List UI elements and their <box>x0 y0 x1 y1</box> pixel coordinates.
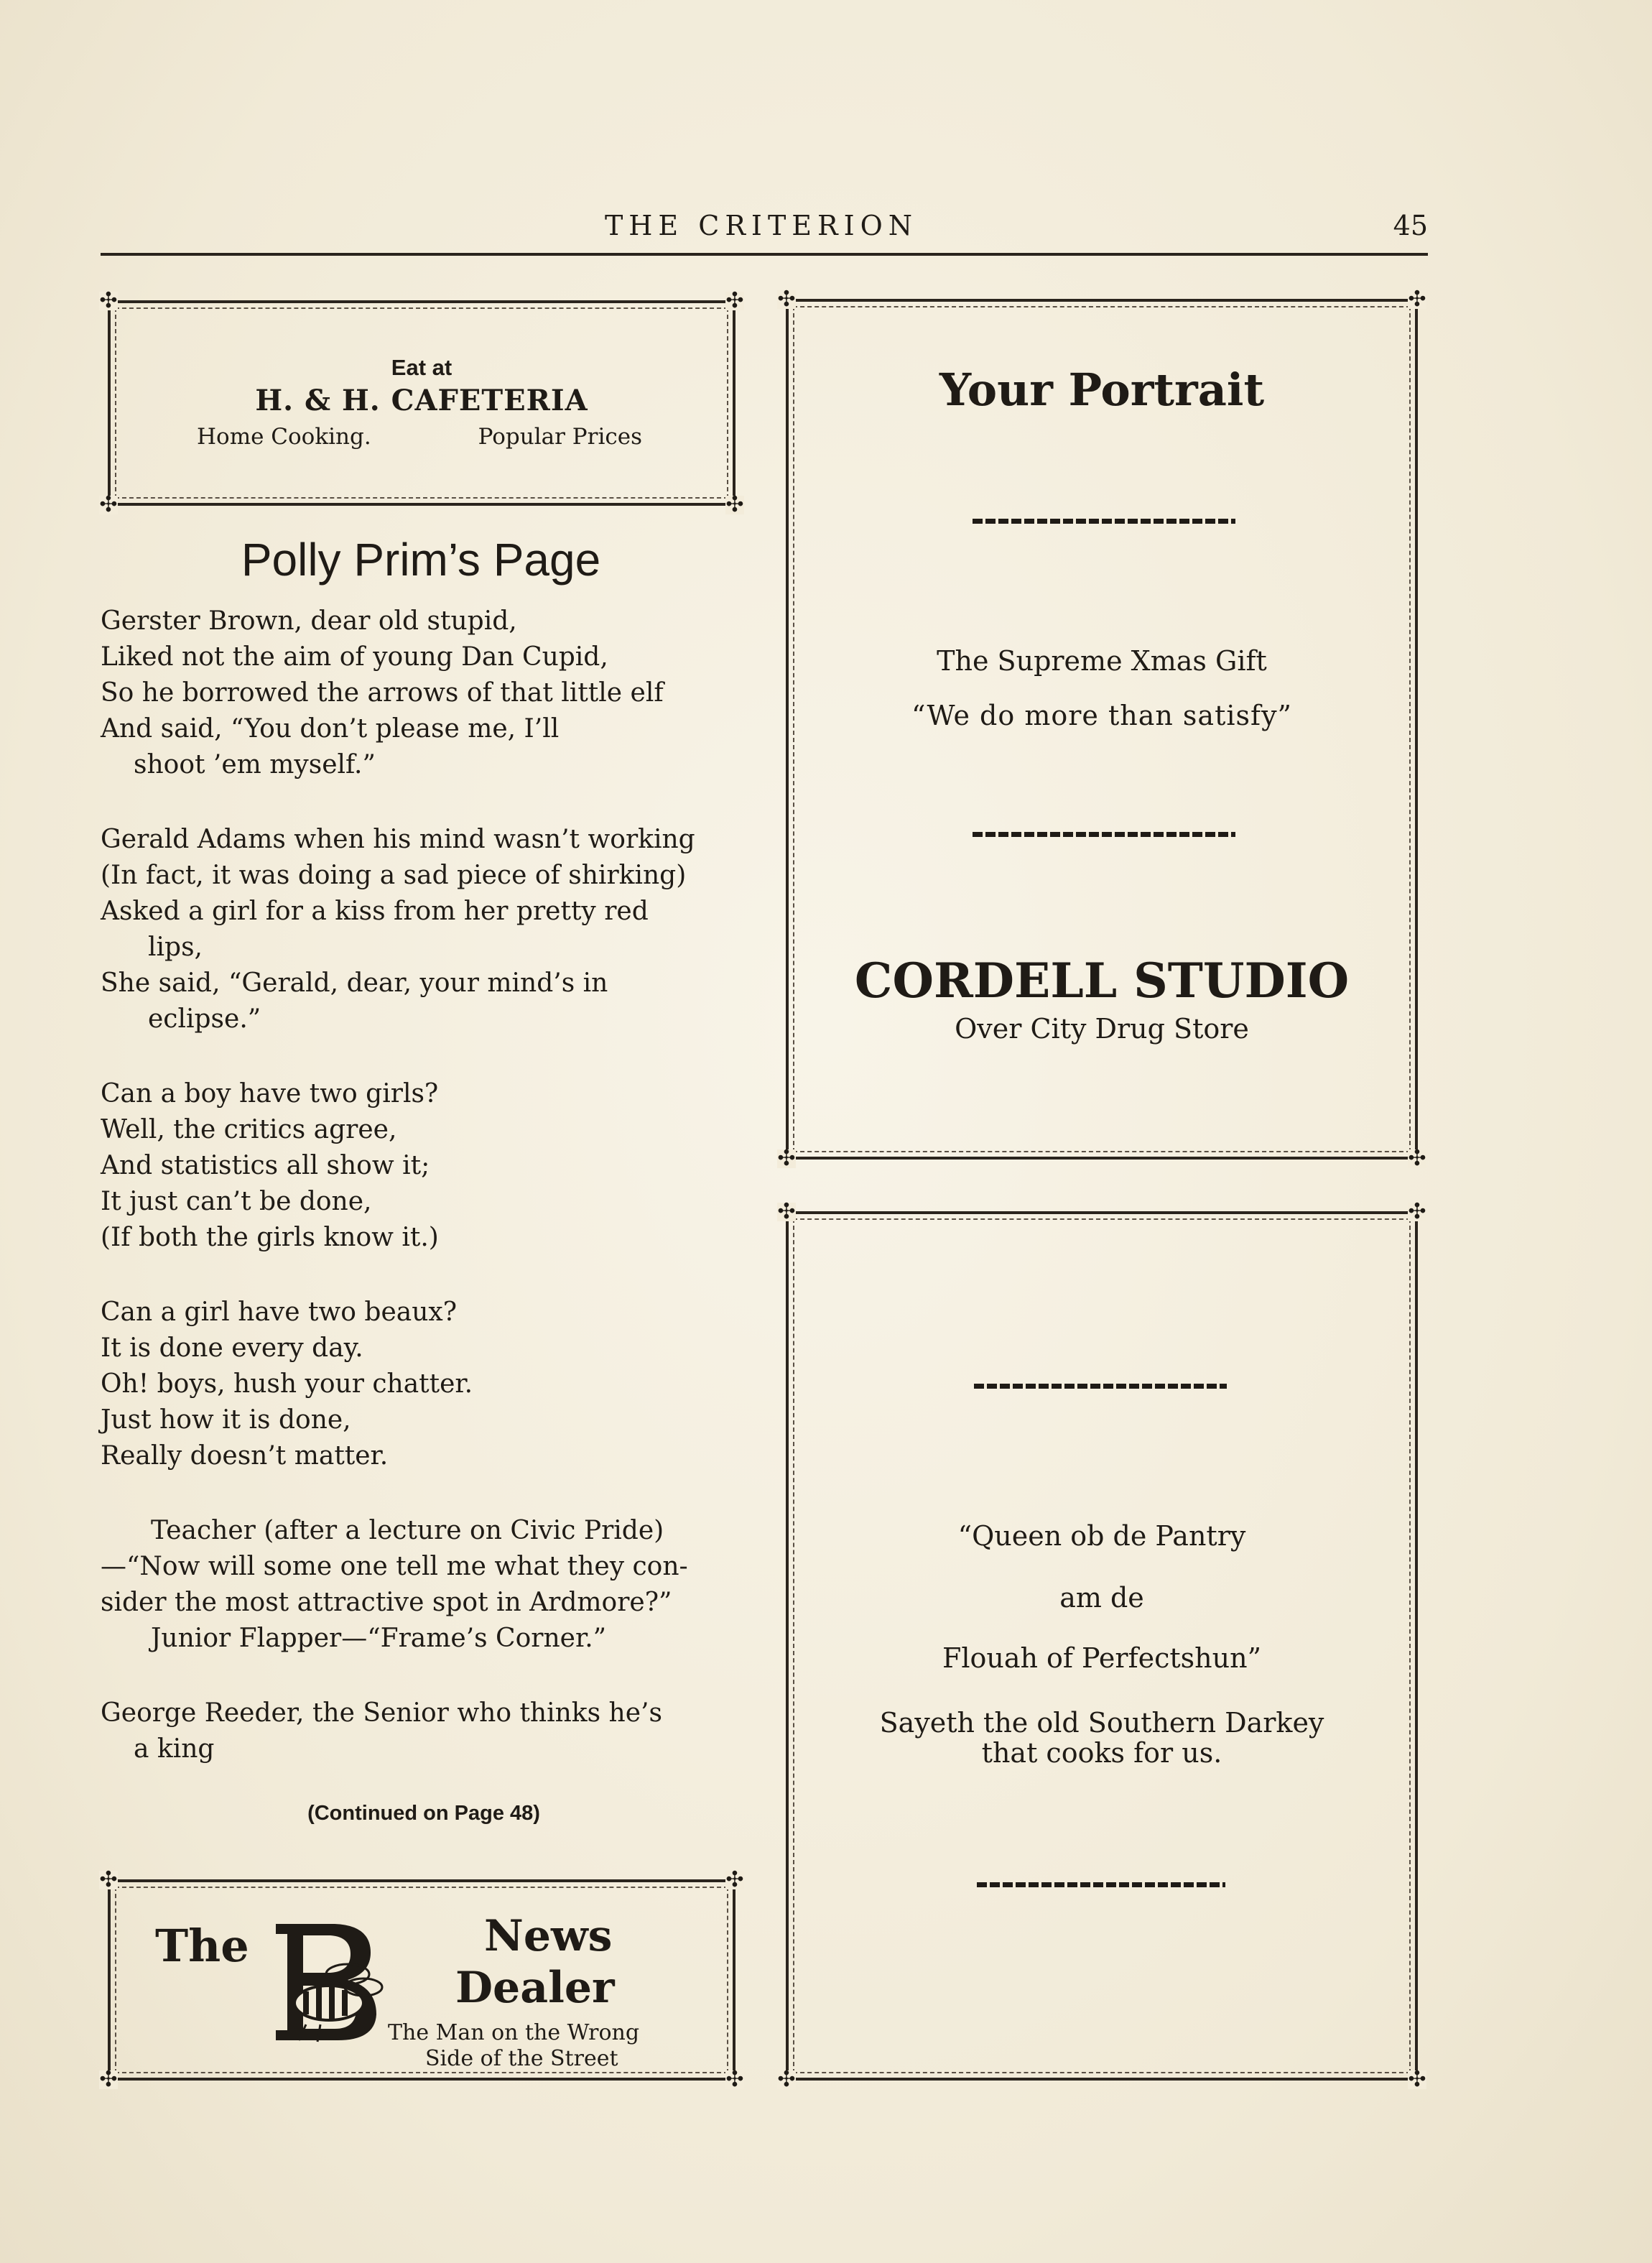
studio-name: CORDELL STUDIO <box>854 953 1350 1009</box>
pantry-ad-line: that cooks for us. <box>981 1737 1222 1769</box>
george-joke <box>101 1695 744 1767</box>
corner-ornament-icon: ✣ <box>777 2067 796 2092</box>
poem-line: It just can’t be done, <box>101 1187 372 1216</box>
portrait-ad <box>777 287 1426 1171</box>
poem-line: Well, the critics agree, <box>101 1115 397 1144</box>
news-ad-tagline: The Man on the Wrong <box>388 2020 640 2045</box>
poem-line: And statistics all show it; <box>101 1151 430 1180</box>
poem-line: Just how it is done, <box>101 1405 351 1435</box>
pantry-ad-line: Flouah of Perfectshun” <box>942 1642 1262 1674</box>
portrait-ad-gift: The Supreme Xmas Gift <box>937 645 1267 677</box>
poem-line: Asked a girl for a kiss from her pretty red <box>101 897 649 926</box>
publication-title: THE CRITERION <box>604 210 919 241</box>
joke-line: a king <box>134 1734 215 1764</box>
joke-line: —“Now will some one tell me what they con- <box>101 1552 688 1581</box>
poem-line: And said, “You don’t please me, I’ll <box>101 714 560 744</box>
news-dealer-ad <box>99 1867 744 2092</box>
pantry-ad-line: “Queen ob de Pantry <box>957 1520 1246 1552</box>
poem-line: (In fact, it was doing a sad piece of shirking) <box>101 861 687 890</box>
corner-ornament-icon: ✣ <box>1408 1199 1426 1224</box>
corner-ornament-icon: ✣ <box>725 492 744 517</box>
corner-ornament-icon: ✣ <box>99 2067 118 2092</box>
poem-line: shoot ’em myself.” <box>134 750 376 779</box>
joke-line: sider the most attractive spot in Ardmore?” <box>101 1588 672 1617</box>
news-ad-the: The <box>155 1920 249 1972</box>
studio-location: Over City Drug Store <box>955 1013 1249 1045</box>
portrait-ad-title: Your Portrait <box>939 364 1265 416</box>
poem-line: Gerster Brown, dear old stupid, <box>101 606 517 636</box>
news-ad-dealer: Dealer <box>455 1963 615 2013</box>
poem-line: Can a boy have two girls? <box>101 1079 439 1109</box>
teacher-joke <box>101 1513 744 1657</box>
joke-line: Junior Flapper—“Frame’s Corner.” <box>151 1624 607 1653</box>
corner-ornament-icon: ✣ <box>777 1199 796 1224</box>
poem-stanza <box>101 1076 744 1256</box>
pantry-ad <box>777 1199 1426 2092</box>
pantry-ad-line: am de <box>1059 1582 1144 1614</box>
poem-line: So he borrowed the arrows of that little elf <box>101 678 664 708</box>
ornamental-rule <box>973 519 1235 524</box>
header-rule <box>101 253 1428 256</box>
joke-line: Teacher (after a lecture on Civic Pride) <box>151 1516 664 1545</box>
corner-ornament-icon: ✣ <box>1408 287 1426 312</box>
poem-stanza <box>101 1295 744 1474</box>
running-header <box>101 210 1428 253</box>
poem-line: She said, “Gerald, dear, your mind’s in <box>101 968 608 998</box>
poem-stanza <box>101 603 744 783</box>
poem-line: lips, <box>148 932 203 962</box>
ornamental-rule <box>974 1384 1227 1389</box>
poem-line: Gerald Adams when his mind wasn’t working <box>101 825 695 854</box>
corner-ornament-icon: ✣ <box>1408 2067 1426 2092</box>
cafeteria-eat-at: Eat at <box>391 355 453 380</box>
page-number: 45 <box>1393 210 1428 241</box>
pantry-ad-line: Sayeth the old Southern Darkey <box>879 1707 1324 1739</box>
poem-line: (If both the girls know it.) <box>101 1223 439 1252</box>
news-ad-tagline: Side of the Street <box>425 2046 618 2071</box>
corner-ornament-icon: ✣ <box>1408 1146 1426 1171</box>
cafeteria-ad <box>99 288 744 517</box>
portrait-ad-slogan: “We do more than satisfy” <box>911 700 1292 731</box>
bee-b-logo-icon <box>263 1917 385 2046</box>
corner-ornament-icon: ✣ <box>99 1867 118 1892</box>
ornamental-rule <box>973 832 1235 837</box>
cafeteria-popular-prices: Popular Prices <box>478 424 642 450</box>
poem-line: It is done every day. <box>101 1333 363 1363</box>
cafeteria-home-cooking: Home Cooking. <box>197 424 371 450</box>
poem-line: Liked not the aim of young Dan Cupid, <box>101 642 608 672</box>
corner-ornament-icon: ✣ <box>725 1867 744 1892</box>
corner-ornament-icon: ✣ <box>777 287 796 312</box>
corner-ornament-icon: ✣ <box>725 288 744 313</box>
cafeteria-name: H. & H. CAFETERIA <box>255 384 588 417</box>
poem-line: Oh! boys, hush your chatter. <box>101 1369 473 1399</box>
news-ad-news: News <box>484 1911 613 1961</box>
corner-ornament-icon: ✣ <box>99 492 118 517</box>
poem-line: Can a girl have two beaux? <box>101 1297 458 1327</box>
poem-stanza <box>101 822 744 1037</box>
article-title: Polly Prim’s Page <box>241 534 601 586</box>
joke-line: George Reeder, the Senior who thinks he’s <box>101 1698 662 1728</box>
ornamental-rule <box>977 1882 1225 1887</box>
poem-line: eclipse.” <box>148 1004 261 1034</box>
poem-line: Really doesn’t matter. <box>101 1441 389 1471</box>
corner-ornament-icon: ✣ <box>99 288 118 313</box>
article-body <box>101 603 744 1767</box>
continued-note: (Continued on Page 48) <box>307 1802 540 1825</box>
corner-ornament-icon: ✣ <box>777 1146 796 1171</box>
corner-ornament-icon: ✣ <box>725 2067 744 2092</box>
